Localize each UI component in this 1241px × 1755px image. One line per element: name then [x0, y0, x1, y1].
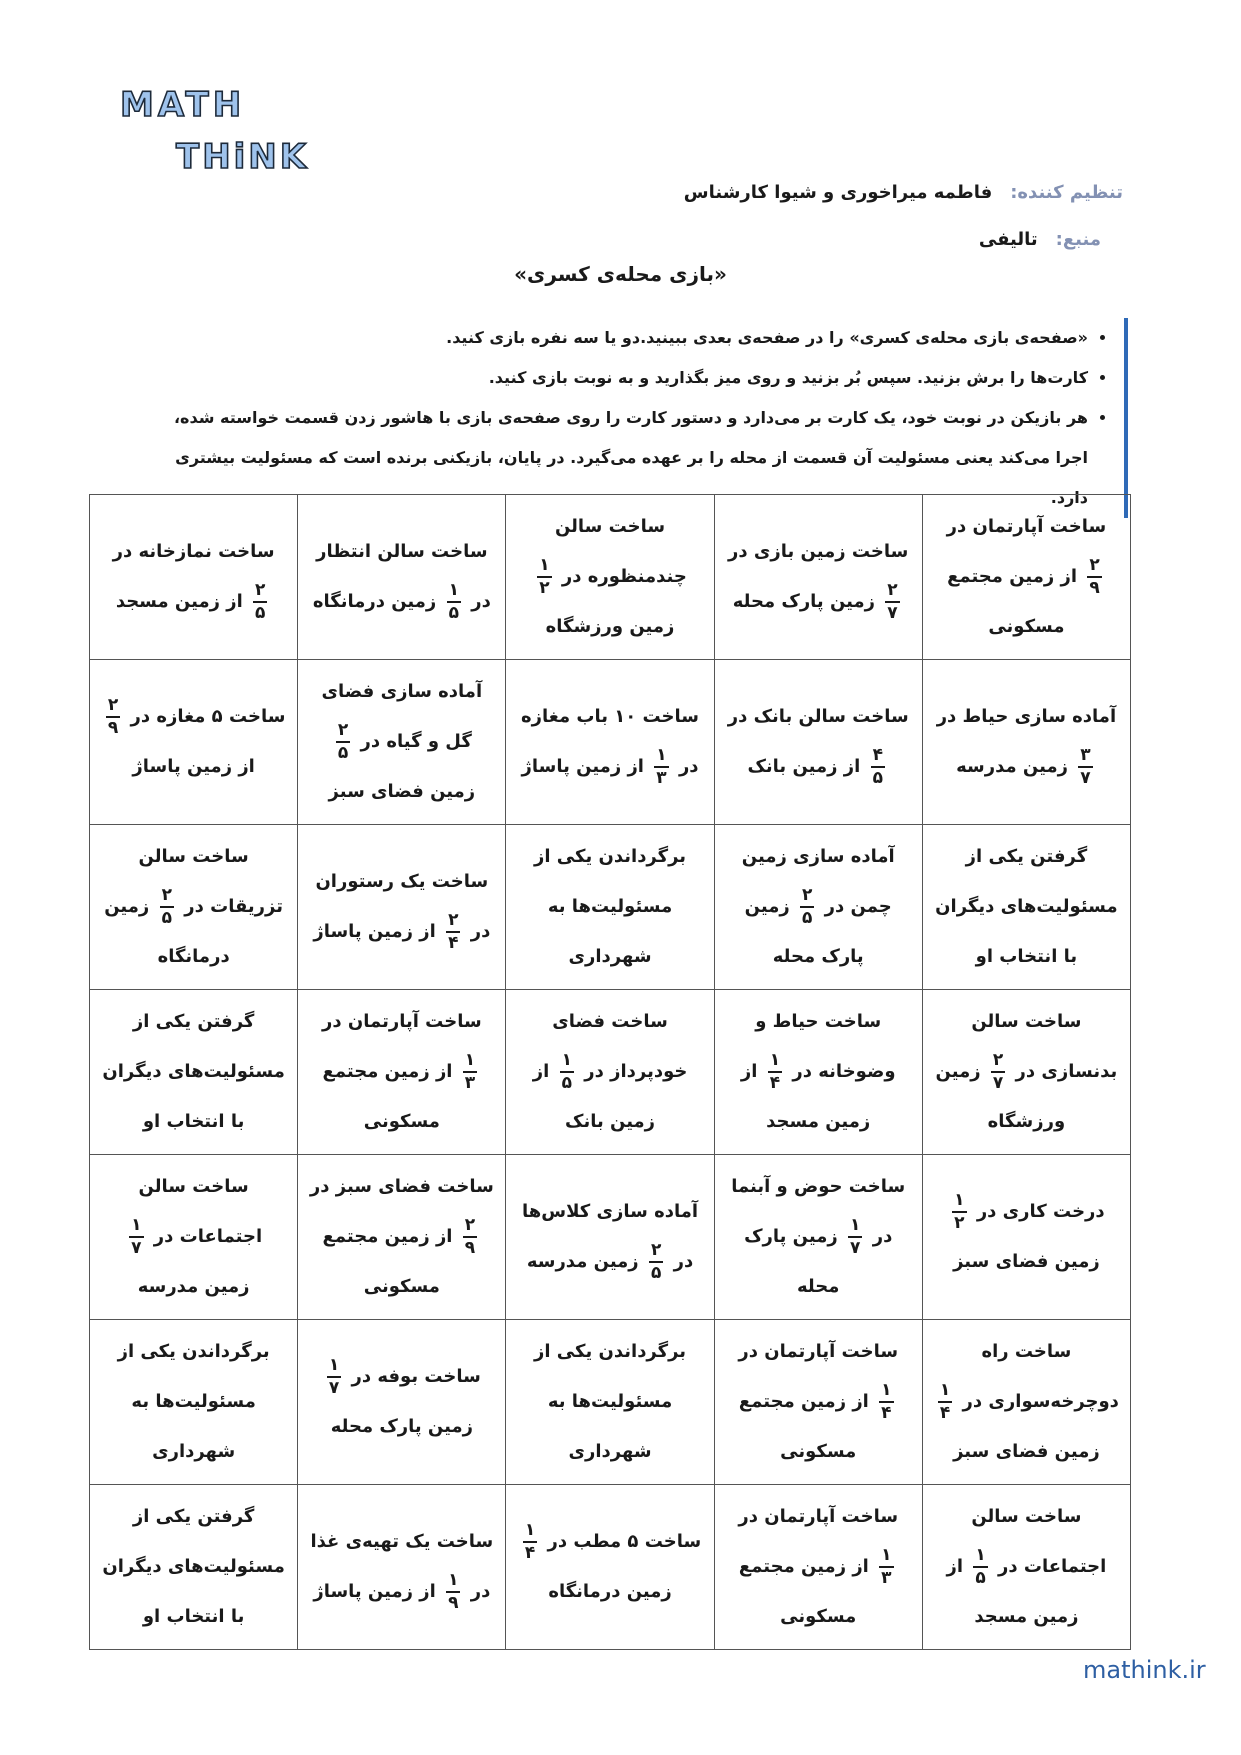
logo-graphic — [118, 78, 318, 178]
game-card — [922, 1485, 1130, 1650]
source-value: تالیفی — [978, 229, 1038, 250]
card-text: برگرداندن یکی از مسئولیت‌ها به شهرداری — [117, 1341, 270, 1462]
fraction — [446, 1572, 460, 1612]
fraction-numerator: ۲ — [336, 722, 350, 743]
card-text-after: از زمین بانک — [532, 1061, 656, 1132]
card-text-after: از زمین پاساژ — [521, 756, 644, 777]
game-card — [298, 660, 506, 825]
fraction-numerator: ۱ — [768, 1052, 782, 1073]
game-card — [506, 1485, 714, 1650]
card-text-after: زمین پارک محله — [744, 896, 864, 967]
card-text-after: از زمین مجتمع مسکونی — [322, 1061, 453, 1132]
card-text-after: زمین مدرسه — [956, 756, 1068, 777]
fraction — [327, 1357, 341, 1397]
fraction-denominator: ۵ — [255, 603, 266, 623]
game-card — [506, 660, 714, 825]
card-text: ساخت سالن چندمنظوره در — [554, 516, 687, 587]
game-card — [714, 1155, 922, 1320]
fraction-denominator: ۴ — [769, 1073, 781, 1093]
game-card — [922, 990, 1130, 1155]
card-text: ساخت سالن اجتماعات در — [138, 1176, 263, 1247]
fraction-numerator: ۱ — [973, 1547, 987, 1568]
game-card — [90, 1320, 298, 1485]
fraction-numerator: ۱ — [879, 1547, 893, 1568]
fraction — [537, 557, 551, 597]
fraction-denominator: ۹ — [1089, 578, 1100, 598]
game-card — [922, 1155, 1130, 1320]
card-text-after: زمین مدرسه — [526, 1251, 639, 1272]
card-text-after: زمین فضای سبز — [953, 1251, 1100, 1272]
game-card — [714, 825, 922, 990]
fraction-numerator: ۱ — [447, 582, 461, 603]
fraction — [654, 747, 668, 787]
card-text: ساخت زمین بازی در — [728, 541, 909, 562]
fraction-numerator: ۱ — [463, 1052, 477, 1073]
game-card — [90, 825, 298, 990]
fraction — [649, 1242, 663, 1282]
game-card — [90, 1485, 298, 1650]
card-text: آماده سازی فضای گل و گیاه در — [321, 681, 483, 752]
fraction-numerator: ۱ — [654, 747, 668, 768]
fraction — [938, 1382, 952, 1422]
fraction-numerator: ۱ — [537, 557, 551, 578]
game-card — [506, 1155, 714, 1320]
game-card — [506, 825, 714, 990]
game-card — [506, 1320, 714, 1485]
fraction-denominator: ۵ — [872, 768, 883, 788]
fraction-denominator: ۴ — [881, 1403, 892, 1423]
author-label: تنظیم کننده: — [1010, 182, 1123, 203]
game-card — [298, 825, 506, 990]
fraction-denominator: ۷ — [328, 1378, 340, 1398]
game-card — [922, 1320, 1130, 1485]
card-text: گرفتن یکی از مسئولیت‌های دیگران با انتخاب او — [102, 1011, 285, 1132]
fraction-numerator: ۱ — [952, 1192, 966, 1213]
card-text: درخت کاری در — [976, 1201, 1105, 1222]
card-text-after: از زمین بانک — [747, 756, 861, 777]
game-cards-table — [89, 494, 1131, 1650]
card-text-after: از زمین مسجد — [740, 1061, 871, 1132]
card-row — [90, 825, 1131, 990]
page-title: «بازی محله‌ی کسری» — [514, 262, 727, 286]
fraction — [523, 1522, 537, 1562]
fraction-denominator: ۳ — [464, 1073, 476, 1093]
card-row — [90, 495, 1131, 660]
fraction-numerator: ۳ — [1078, 747, 1092, 768]
fraction — [885, 582, 899, 622]
card-text: ساخت بوفه در — [351, 1366, 481, 1387]
fraction-numerator: ۲ — [106, 697, 120, 718]
fraction-denominator: ۷ — [131, 1238, 142, 1258]
fraction-denominator: ۴ — [939, 1403, 951, 1423]
fraction-denominator: ۷ — [992, 1073, 1004, 1093]
card-text: ساخت سالن بدنسازی در — [971, 1011, 1118, 1082]
card-text: ساخت یک رستوران در — [315, 871, 491, 942]
game-card — [714, 1320, 922, 1485]
logo-line2: THiNK — [176, 137, 310, 177]
fraction — [871, 747, 885, 787]
card-text-after: زمین فضای سبز — [953, 1441, 1100, 1462]
card-text-after: زمین فضای سبز — [328, 781, 476, 802]
fraction-numerator: ۱ — [879, 1382, 893, 1403]
card-row — [90, 1485, 1131, 1650]
fraction-denominator: ۹ — [464, 1238, 476, 1258]
game-card — [922, 495, 1130, 660]
mathink-logo — [118, 78, 318, 178]
card-text: ساخت آپارتمان در — [738, 1506, 899, 1527]
game-card — [298, 495, 506, 660]
game-card — [90, 1155, 298, 1320]
card-text: ساخت حیاط و وضوخانه در — [755, 1011, 896, 1082]
card-text: ساخت نمازخانه در — [112, 541, 275, 562]
fraction — [1078, 747, 1092, 787]
card-text-after: از زمین پاساژ — [313, 921, 436, 942]
fraction — [446, 912, 460, 952]
card-text: گرفتن یکی از مسئولیت‌های دیگران با انتخاب او — [935, 846, 1118, 967]
card-text: ساخت سالن بانک در — [727, 706, 909, 727]
card-text: ساخت آپارتمان در — [946, 516, 1107, 537]
card-text: ساخت سالن تزریقات در — [138, 846, 283, 917]
fraction — [952, 1192, 966, 1232]
card-text-after: زمین درمانگاه — [104, 896, 230, 967]
fraction-denominator: ۲ — [539, 578, 550, 598]
fraction — [253, 582, 267, 622]
card-text-after: از زمین پاساژ — [313, 1581, 436, 1602]
card-text: آماده سازی زمین چمن در — [741, 846, 895, 917]
card-text-after: زمین درمانگاه — [312, 591, 437, 612]
fraction-denominator: ۴ — [524, 1543, 536, 1563]
author-row — [684, 182, 1123, 203]
game-card — [922, 660, 1130, 825]
game-card — [298, 990, 506, 1155]
fraction-denominator: ۷ — [850, 1238, 861, 1258]
fraction-numerator: ۱ — [938, 1382, 952, 1403]
fraction — [463, 1052, 477, 1092]
fraction-numerator: ۱ — [446, 1572, 460, 1593]
card-text: ساخت آپارتمان در — [738, 1341, 899, 1362]
card-text-after: زمین پارک محله — [330, 1416, 473, 1437]
fraction-denominator: ۹ — [448, 1593, 459, 1613]
card-row — [90, 660, 1131, 825]
game-card — [506, 990, 714, 1155]
fraction-denominator: ۵ — [802, 908, 813, 928]
fraction-denominator: ۵ — [975, 1568, 986, 1588]
fraction — [768, 1052, 782, 1092]
card-text-after: از زمین مجتمع مسکونی — [738, 1556, 869, 1627]
fraction-numerator: ۲ — [649, 1242, 663, 1263]
fraction — [800, 887, 814, 927]
game-card — [922, 825, 1130, 990]
author-value: فاطمه میراخوری و شیوا کارشناس — [683, 182, 993, 203]
card-text-after: از زمین مجتمع مسکونی — [322, 1226, 453, 1297]
fraction-denominator: ۵ — [650, 1263, 662, 1283]
card-text: ساخت راه دوچرخه‌سواری در — [962, 1341, 1119, 1412]
fraction — [1087, 557, 1101, 597]
card-text-after: زمین درمانگاه — [548, 1581, 672, 1602]
fraction — [447, 582, 461, 622]
game-card — [298, 1155, 506, 1320]
card-text: ساخت فضای خودپرداز در — [552, 1011, 688, 1082]
fraction — [336, 722, 350, 762]
fraction-numerator: ۲ — [446, 912, 460, 933]
card-text-after: از زمین مسجد — [946, 1556, 1079, 1627]
fraction-denominator: ۹ — [107, 718, 119, 738]
fraction-denominator: ۳ — [656, 768, 667, 788]
card-text: ساخت ۵ مطب در — [547, 1531, 702, 1552]
fraction — [991, 1052, 1005, 1092]
card-row — [90, 1155, 1131, 1320]
card-text-after: از زمین پاساژ — [132, 756, 255, 777]
fraction-denominator: ۵ — [161, 908, 172, 928]
game-card — [714, 495, 922, 660]
card-text: ساخت سالن اجتماعات در — [971, 1506, 1107, 1577]
fraction-numerator: ۱ — [327, 1357, 341, 1378]
card-text: ساخت ۱۰ باب مغازه در — [521, 706, 699, 777]
website-link[interactable]: mathink.ir — [1083, 1656, 1206, 1684]
fraction-denominator: ۲ — [954, 1213, 965, 1233]
card-text-after: زمین مدرسه — [137, 1276, 250, 1297]
game-card — [90, 660, 298, 825]
card-text-after: زمین ورزشگاه — [935, 1061, 1066, 1132]
fraction — [879, 1547, 893, 1587]
instruction-item: • «صفحه‌ی بازی محله‌ی کسری» را در صفحه‌ی بعدی ببینید.دو یا سه نفره بازی کنید. — [138, 318, 1088, 358]
fraction-numerator: ۴ — [871, 747, 885, 768]
card-text-after: زمین پارک محله — [744, 1226, 840, 1297]
instructions-block — [138, 318, 1128, 518]
card-text: آماده سازی کلاس‌ها در — [522, 1201, 699, 1272]
fraction — [160, 887, 174, 927]
fraction-denominator: ۵ — [561, 1073, 572, 1093]
fraction-numerator: ۲ — [991, 1052, 1005, 1073]
fraction-denominator: ۷ — [1080, 768, 1091, 788]
card-text-after: از زمین مسجد — [115, 591, 243, 612]
fraction — [973, 1547, 987, 1587]
card-text: برگرداندن یکی از مسئولیت‌ها به شهرداری — [534, 846, 687, 967]
card-text-after: زمین پارک محله — [732, 591, 876, 612]
fraction-numerator: ۲ — [885, 582, 899, 603]
fraction-numerator: ۲ — [800, 887, 814, 908]
logo-line1: MATH — [120, 85, 246, 125]
fraction-numerator: ۱ — [129, 1217, 143, 1238]
game-card — [714, 660, 922, 825]
card-text: برگرداندن یکی از مسئولیت‌ها به شهرداری — [534, 1341, 687, 1462]
fraction-denominator: ۳ — [881, 1568, 892, 1588]
game-card — [90, 990, 298, 1155]
game-card — [90, 495, 298, 660]
card-text-after: از زمین مجتمع مسکونی — [947, 566, 1078, 637]
game-card — [298, 1485, 506, 1650]
fraction — [129, 1217, 143, 1257]
card-text: ساخت یک تهیه‌ی غذا در — [310, 1531, 494, 1602]
card-text-after: زمین ورزشگاه — [545, 616, 675, 637]
fraction-denominator: ۵ — [448, 603, 459, 623]
fraction-denominator: ۷ — [887, 603, 898, 623]
instructions-list — [138, 318, 1110, 518]
card-text: ساخت آپارتمان در — [322, 1011, 482, 1032]
instruction-item: • کارت‌ها را برش بزنید. سپس بُر بزنید و روی میز بگذارید و به نوبت بازی کنید. — [138, 358, 1088, 398]
fraction-denominator: ۴ — [448, 933, 459, 953]
fraction-numerator: ۲ — [1087, 557, 1101, 578]
fraction — [879, 1382, 893, 1422]
fraction-numerator: ۱ — [560, 1052, 574, 1073]
fraction-numerator: ۱ — [848, 1217, 862, 1238]
fraction-numerator: ۱ — [523, 1522, 537, 1543]
game-card — [714, 1485, 922, 1650]
instruction-item: • هر بازیکن در نوبت خود، یک کارت بر می‌دارد و دستور کارت را روی صفحه‌ی بازی با هاشور زدن قسمت خواسته شده، اجرا می‌کند یعنی مسئولیت آن قسمت از محله را بر عهده می‌گیرد. در پایان، بازیکنی برنده است که مسئولیت بیشتری دارد. — [138, 398, 1088, 518]
fraction-denominator: ۵ — [337, 743, 349, 763]
card-text: ساخت ۵ مغازه در — [130, 706, 286, 727]
card-text: ساخت حوض و آبنما در — [731, 1176, 906, 1247]
card-text: آماده سازی حیاط در — [936, 706, 1117, 727]
fraction-numerator: ۲ — [463, 1217, 477, 1238]
game-card — [506, 495, 714, 660]
card-row — [90, 990, 1131, 1155]
game-card — [298, 1320, 506, 1485]
source-row — [979, 229, 1101, 250]
fraction — [106, 697, 120, 737]
card-text: گرفتن یکی از مسئولیت‌های دیگران با انتخاب او — [102, 1506, 285, 1627]
card-text-after: از زمین مجتمع مسکونی — [738, 1391, 869, 1462]
card-text: ساخت سالن انتظار در — [316, 541, 491, 612]
fraction — [560, 1052, 574, 1092]
card-text: ساخت فضای سبز در — [309, 1176, 494, 1197]
game-card — [714, 990, 922, 1155]
card-row — [90, 1320, 1131, 1485]
source-label: منبع: — [1055, 229, 1101, 250]
fraction-numerator: ۲ — [160, 887, 174, 908]
fraction — [463, 1217, 477, 1257]
fraction-numerator: ۲ — [253, 582, 267, 603]
fraction — [848, 1217, 862, 1257]
